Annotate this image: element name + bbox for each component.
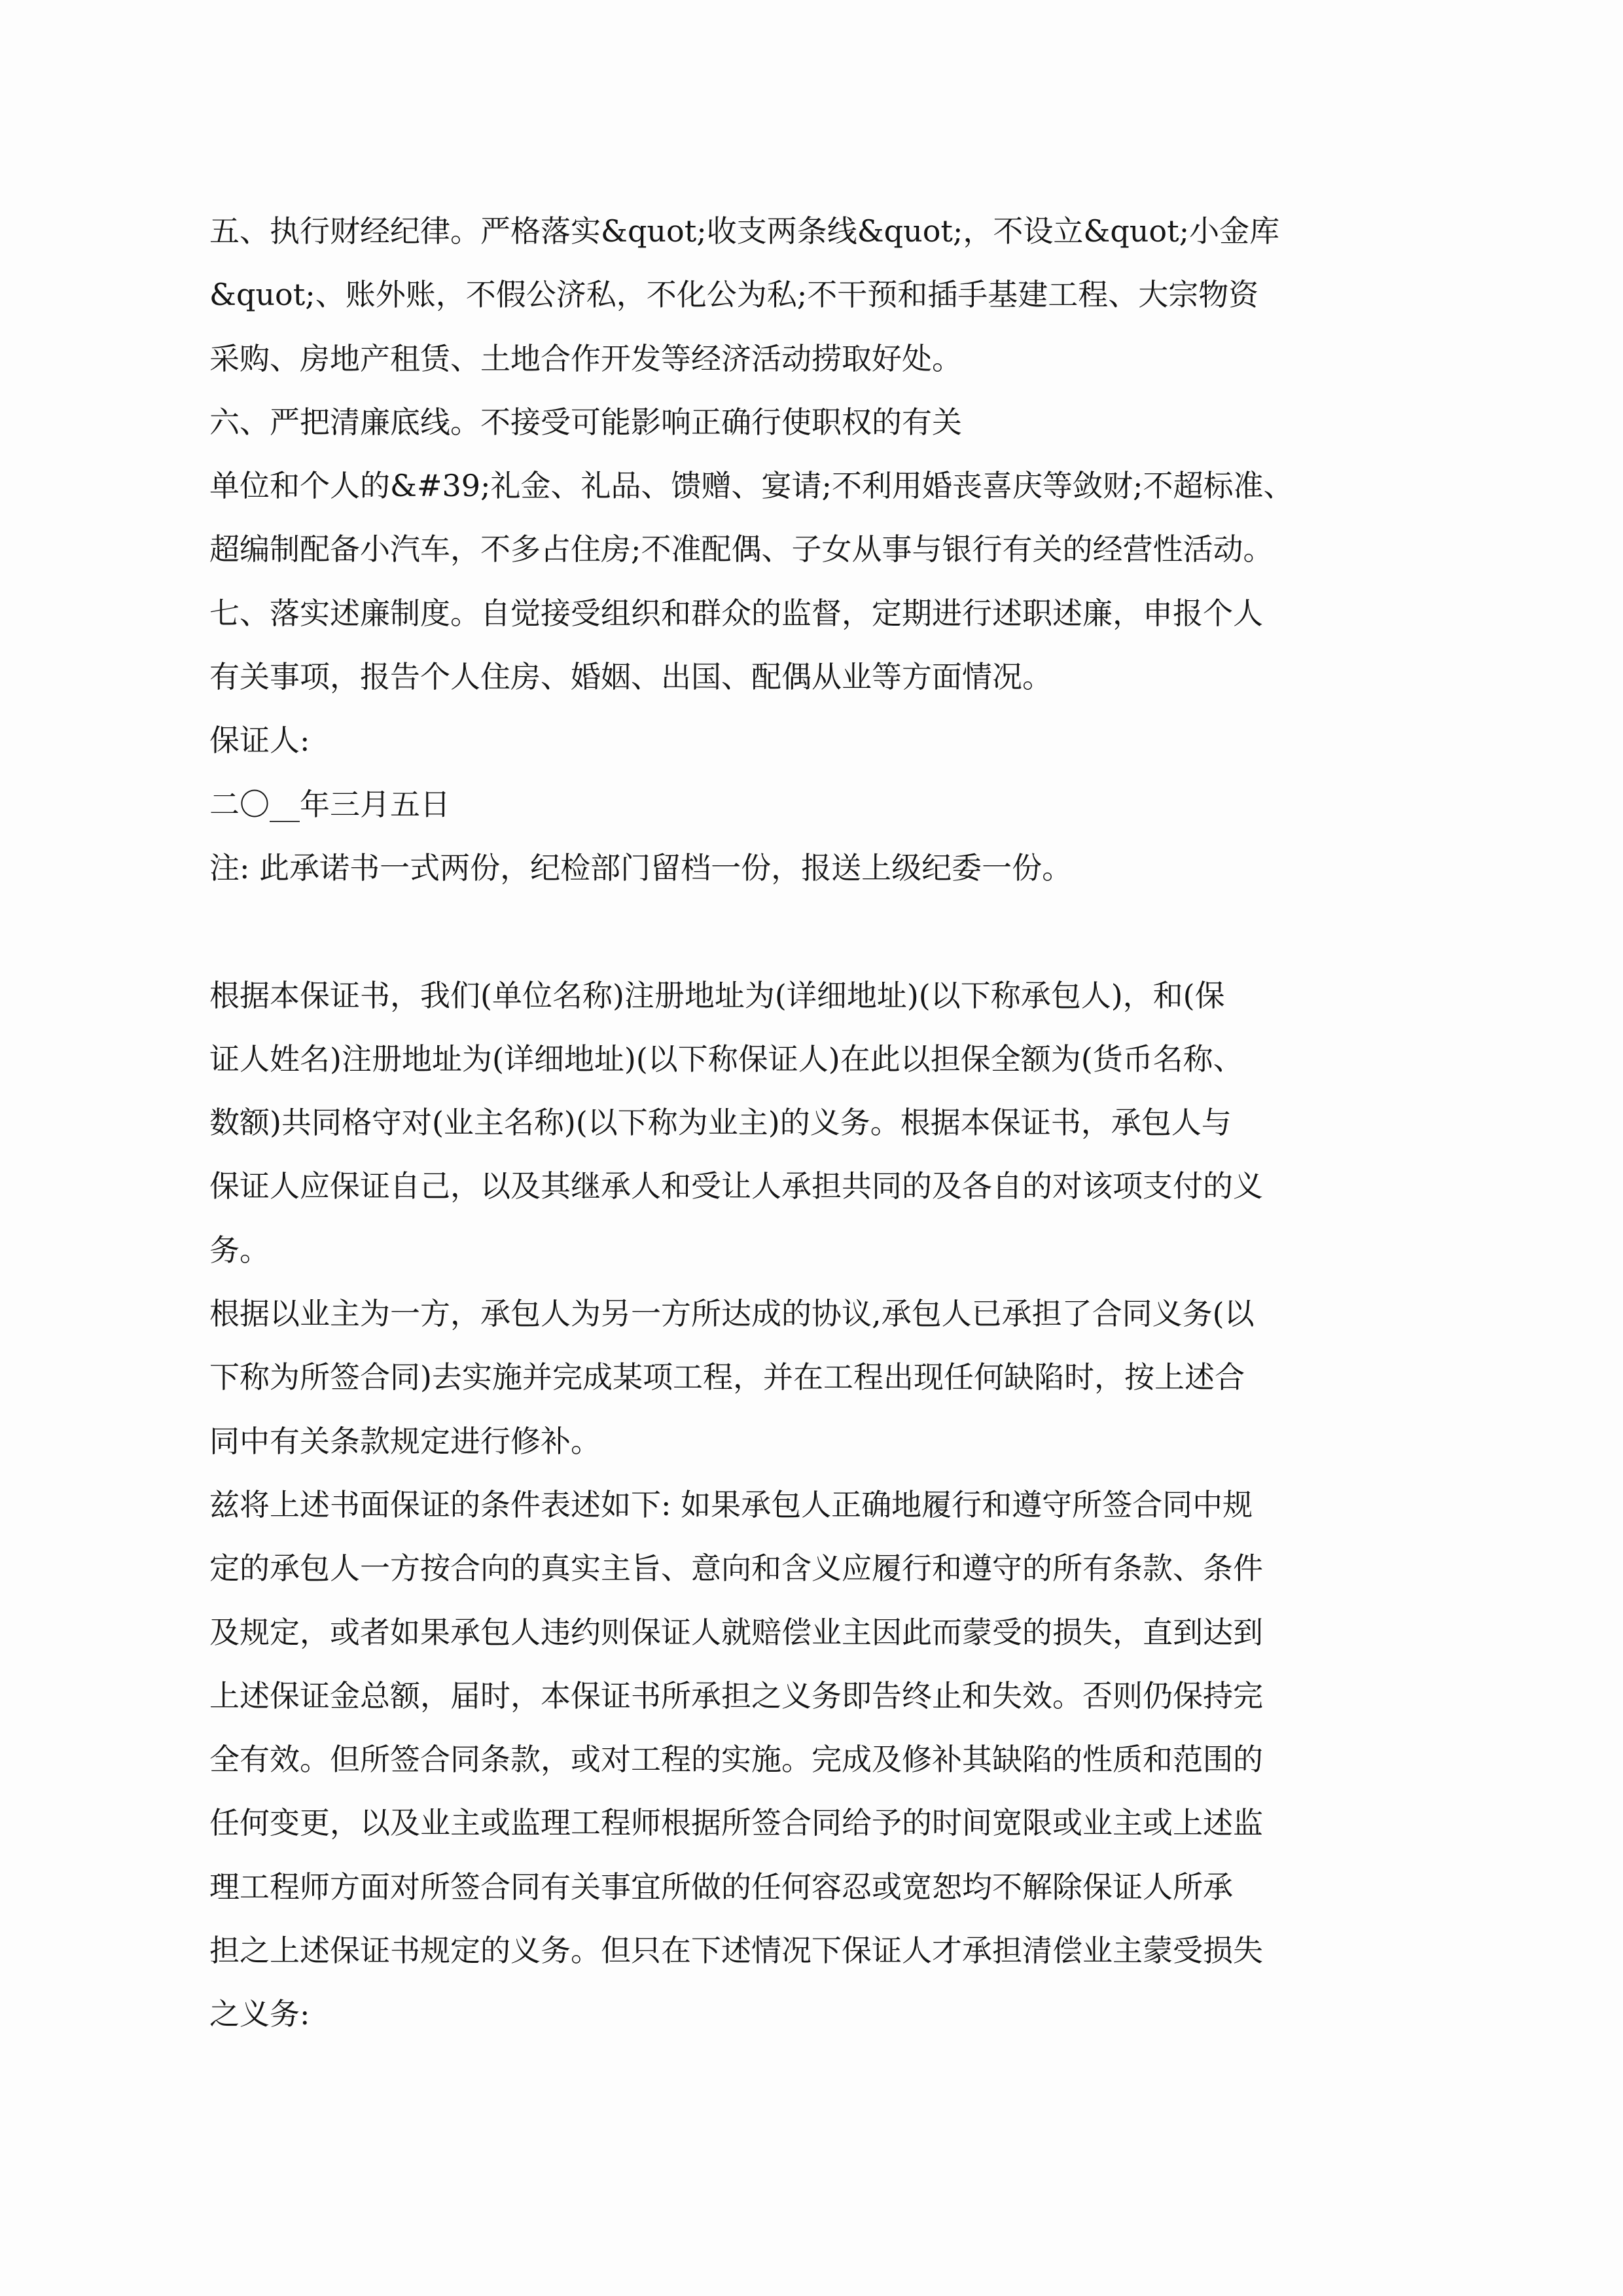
text-line: 数额)共同格守对(业主名称)(以下称为业主)的义务。根据本保证书，承包人与: [209, 1105, 1232, 1141]
text-line-blank: [209, 900, 1420, 963]
text-line: 根据以业主为一方，承包人为另一方所达成的协议,承包人已承担了合同义务(以: [209, 1296, 1255, 1332]
text-line: 有关事项，报告个人住房、婚姻、出国、配偶从业等方面情况。: [209, 659, 1052, 695]
text-line: 兹将上述书面保证的条件表述如下: 如果承包人正确地履行和遵守所签合同中规: [209, 1486, 1253, 1522]
document-text-block: [209, 200, 1420, 2047]
text-line: 七、落实述廉制度。自觉接受组织和群众的监督，定期进行述职述廉，申报个人: [209, 595, 1263, 631]
text-line: 上述保证金总额，届时，本保证书所承担之义务即告终止和失效。否则仍保持完: [209, 1677, 1263, 1713]
text-line: 任何变更，以及业主或监理工程师根据所签合同给予的时间宽限或业主或上述监: [209, 1805, 1263, 1841]
text-line: 根据本保证书，我们(单位名称)注册地址为(详细地址)(以下称承包人)，和(保: [209, 977, 1225, 1013]
text-line-guarantor-label: 保证人:: [209, 723, 310, 759]
text-line: 同中有关条款规定进行修补。: [209, 1423, 601, 1459]
text-line-note: 注: 此承诺书一式两份，纪检部门留档一份，报送上级纪委一份。: [209, 850, 1073, 886]
text-line: 证人姓名)注册地址为(详细地址)(以下称保证人)在此以担保全额为(货币名称、: [209, 1041, 1243, 1077]
text-line-date: 二〇__年三月五日: [209, 786, 450, 822]
text-line: 下称为所签合同)去实施并完成某项工程，并在工程出现任何缺陷时，按上述合: [209, 1359, 1245, 1395]
text-line: &quot;、账外账，不假公济私，不化公为私;不干预和插手基建工程、大宗物资: [209, 277, 1259, 313]
text-line: 之义务:: [209, 1996, 310, 2032]
text-line: 六、严把清廉底线。不接受可能影响正确行使职权的有关: [209, 404, 962, 440]
text-line: 保证人应保证自己，以及其继承人和受让人承担共同的及各自的对该项支付的义: [209, 1168, 1263, 1204]
text-line: 五、执行财经纪律。严格落实&quot;收支两条线&quot;，不设立&quot;小金库: [209, 213, 1280, 249]
text-line: 担之上述保证书规定的义务。但只在下述情况下保证人才承担清偿业主蒙受损失: [209, 1933, 1263, 1969]
text-line: 及规定，或者如果承包人违约则保证人就赔偿业主因此而蒙受的损失，直到达到: [209, 1614, 1263, 1650]
text-line: 全有效。但所签合同条款，或对工程的实施。完成及修补其缺陷的性质和范围的: [209, 1742, 1263, 1778]
text-line: 单位和个人的&#39;礼金、礼品、馈赠、宴请;不利用婚丧喜庆等敛财;不超标准、: [209, 468, 1294, 504]
text-line: 采购、房地产租赁、土地合作开发等经济活动捞取好处。: [209, 340, 962, 376]
text-line: 理工程师方面对所签合同有关事宜所做的任何容忍或宽恕均不解除保证人所承: [209, 1869, 1233, 1905]
text-line: 务。: [209, 1232, 270, 1268]
text-line: 超编制配备小汽车，不多占住房;不准配偶、子女从事与银行有关的经营性活动。: [209, 531, 1274, 567]
text-line: 定的承包人一方按合向的真实主旨、意向和含义应履行和遵守的所有条款、条件: [209, 1551, 1263, 1587]
